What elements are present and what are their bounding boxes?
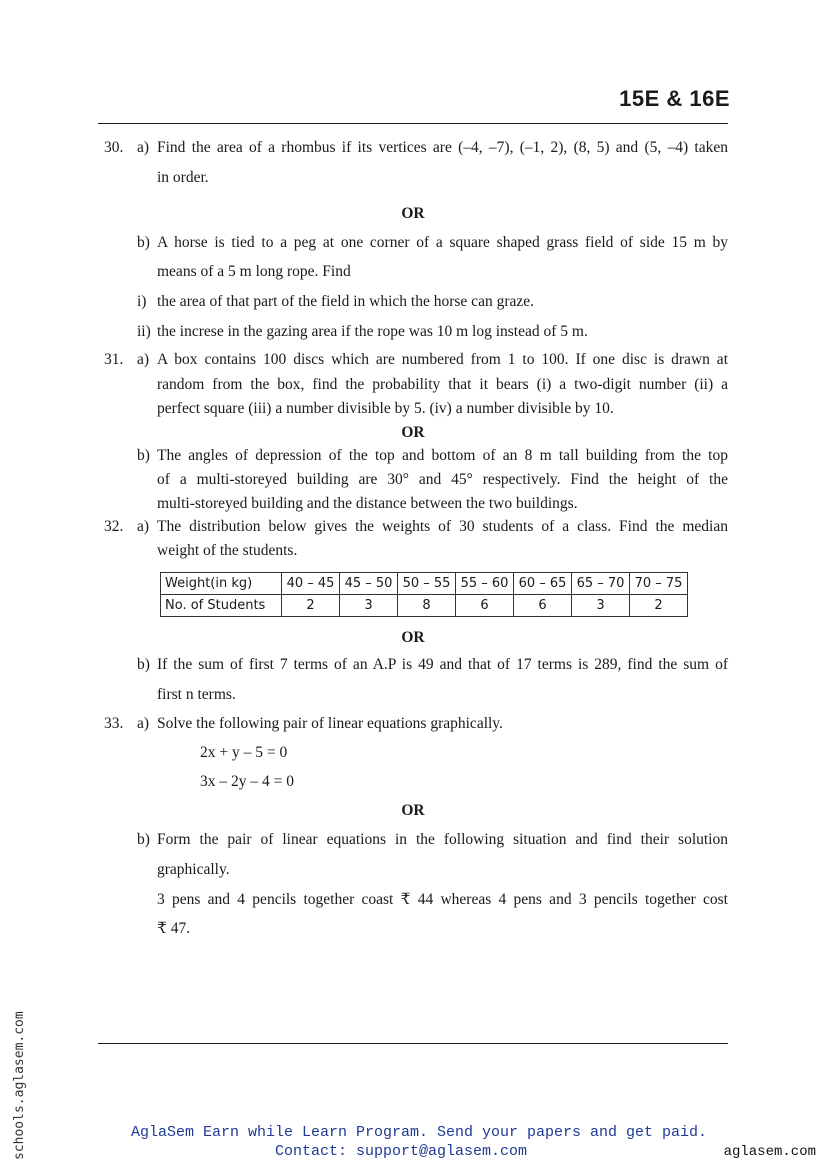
q31-b-line2: of a multi-storeyed building are 30° and 45° respectively. Find the height of the [157, 471, 728, 488]
q32-b-line2: first n terms. [157, 686, 236, 703]
q33-b-line2: graphically. [157, 861, 230, 878]
footer-contact-text: Contact: support@aglasem.com [274, 1143, 528, 1160]
q30-b-line1: A horse is tied to a peg at one corner of a square shaped grass field of side 15 m by [157, 234, 728, 251]
q33-a-label: a) [137, 715, 150, 732]
table-cell: 70 – 75 [630, 573, 688, 595]
question-number-33: 33. [104, 715, 124, 732]
q30-a-line2: in order. [157, 169, 209, 186]
q31-b-line1: The angles of depression of the top and bottom of an 8 m tall building from the top [157, 447, 728, 464]
row-label-students: No. of Students [161, 595, 282, 617]
q32-b-line1: If the sum of first 7 terms of an A.P is 49 and that of 17 terms is 289, find the sum of [157, 656, 728, 673]
q33-b-label: b) [137, 831, 150, 848]
header-divider [98, 123, 728, 124]
table-row [161, 595, 688, 617]
q33-or: OR [401, 802, 425, 819]
q31-b-label: b) [137, 447, 150, 464]
table-cell: 3 [572, 595, 630, 617]
q31-a-line2: random from the box, find the probability that it bears (i) a two-digit number (ii) a [157, 376, 728, 393]
q32-a-line1: The distribution below gives the weights of 30 students of a class. Find the median [157, 518, 728, 535]
q30-i-text: the area of that part of the field in which the horse can graze. [157, 293, 534, 310]
q33-b-line4: ₹ 47. [157, 920, 191, 937]
table-cell: 8 [398, 595, 456, 617]
q31-b-line3: multi-storeyed building and the distance between the two buildings. [157, 495, 578, 512]
weights-distribution-table [160, 572, 688, 617]
paper-code: 15E & 16E [619, 86, 730, 111]
q32-or: OR [401, 629, 425, 646]
q31-a-line1: A box contains 100 discs which are numbered from 1 to 100. If one disc is drawn at [157, 351, 728, 368]
table-cell: 60 – 65 [514, 573, 572, 595]
question-number-31: 31. [104, 351, 124, 368]
q32-b-label: b) [137, 656, 150, 673]
footer-site-link[interactable]: aglasem.com [723, 1144, 816, 1160]
question-number-30: 30. [104, 139, 124, 156]
q33-b-line1: Form the pair of linear equations in the following situation and find their solution [157, 831, 728, 848]
table-cell: 50 – 55 [398, 573, 456, 595]
q30-ii-label: ii) [137, 323, 151, 340]
footer-program-text: AglaSem Earn while Learn Program. Send your papers and get paid. [130, 1124, 708, 1141]
equation-1: 2x + y – 5 = 0 [200, 744, 288, 761]
table-cell: 65 – 70 [572, 573, 630, 595]
q30-ii-text: the increse in the gazing area if the rope was 10 m log instead of 5 m. [157, 323, 588, 340]
q33-a-line1: Solve the following pair of linear equations graphically. [157, 715, 503, 732]
table-cell: 55 – 60 [456, 573, 514, 595]
q30-or: OR [401, 205, 425, 222]
q31-a-label: a) [137, 351, 150, 368]
table-cell: 2 [630, 595, 688, 617]
q31-or: OR [401, 424, 425, 441]
q30-b-line2: means of a 5 m long rope. Find [157, 263, 351, 280]
q30-i-label: i) [137, 293, 147, 310]
q31-a-line3: perfect square (iii) a number divisible by 5. (iv) a number divisible by 10. [157, 400, 614, 417]
table-cell: 3 [340, 595, 398, 617]
q32-a-label: a) [137, 518, 150, 535]
equation-2: 3x – 2y – 4 = 0 [200, 773, 294, 790]
table-cell: 6 [456, 595, 514, 617]
q30-a-line1: Find the area of a rhombus if its vertices are (–4, –7), (–1, 2), (8, 5) and (5, –4) taken [157, 139, 728, 156]
footer-divider [98, 1043, 728, 1044]
question-number-32: 32. [104, 518, 124, 535]
q32-a-line2: weight of the students. [157, 542, 298, 559]
row-label-weight: Weight(in kg) [161, 573, 282, 595]
table-row [161, 573, 688, 595]
side-watermark-url: schools.aglasem.com [12, 1011, 27, 1160]
table-cell: 2 [282, 595, 340, 617]
q30-b-label: b) [137, 234, 150, 251]
table-cell: 45 – 50 [340, 573, 398, 595]
table-cell: 6 [514, 595, 572, 617]
q30-a-label: a) [137, 139, 150, 156]
table-cell: 40 – 45 [282, 573, 340, 595]
q33-b-line3: 3 pens and 4 pencils together coast ₹ 44 whereas 4 pens and 3 pencils together cost [157, 891, 728, 908]
